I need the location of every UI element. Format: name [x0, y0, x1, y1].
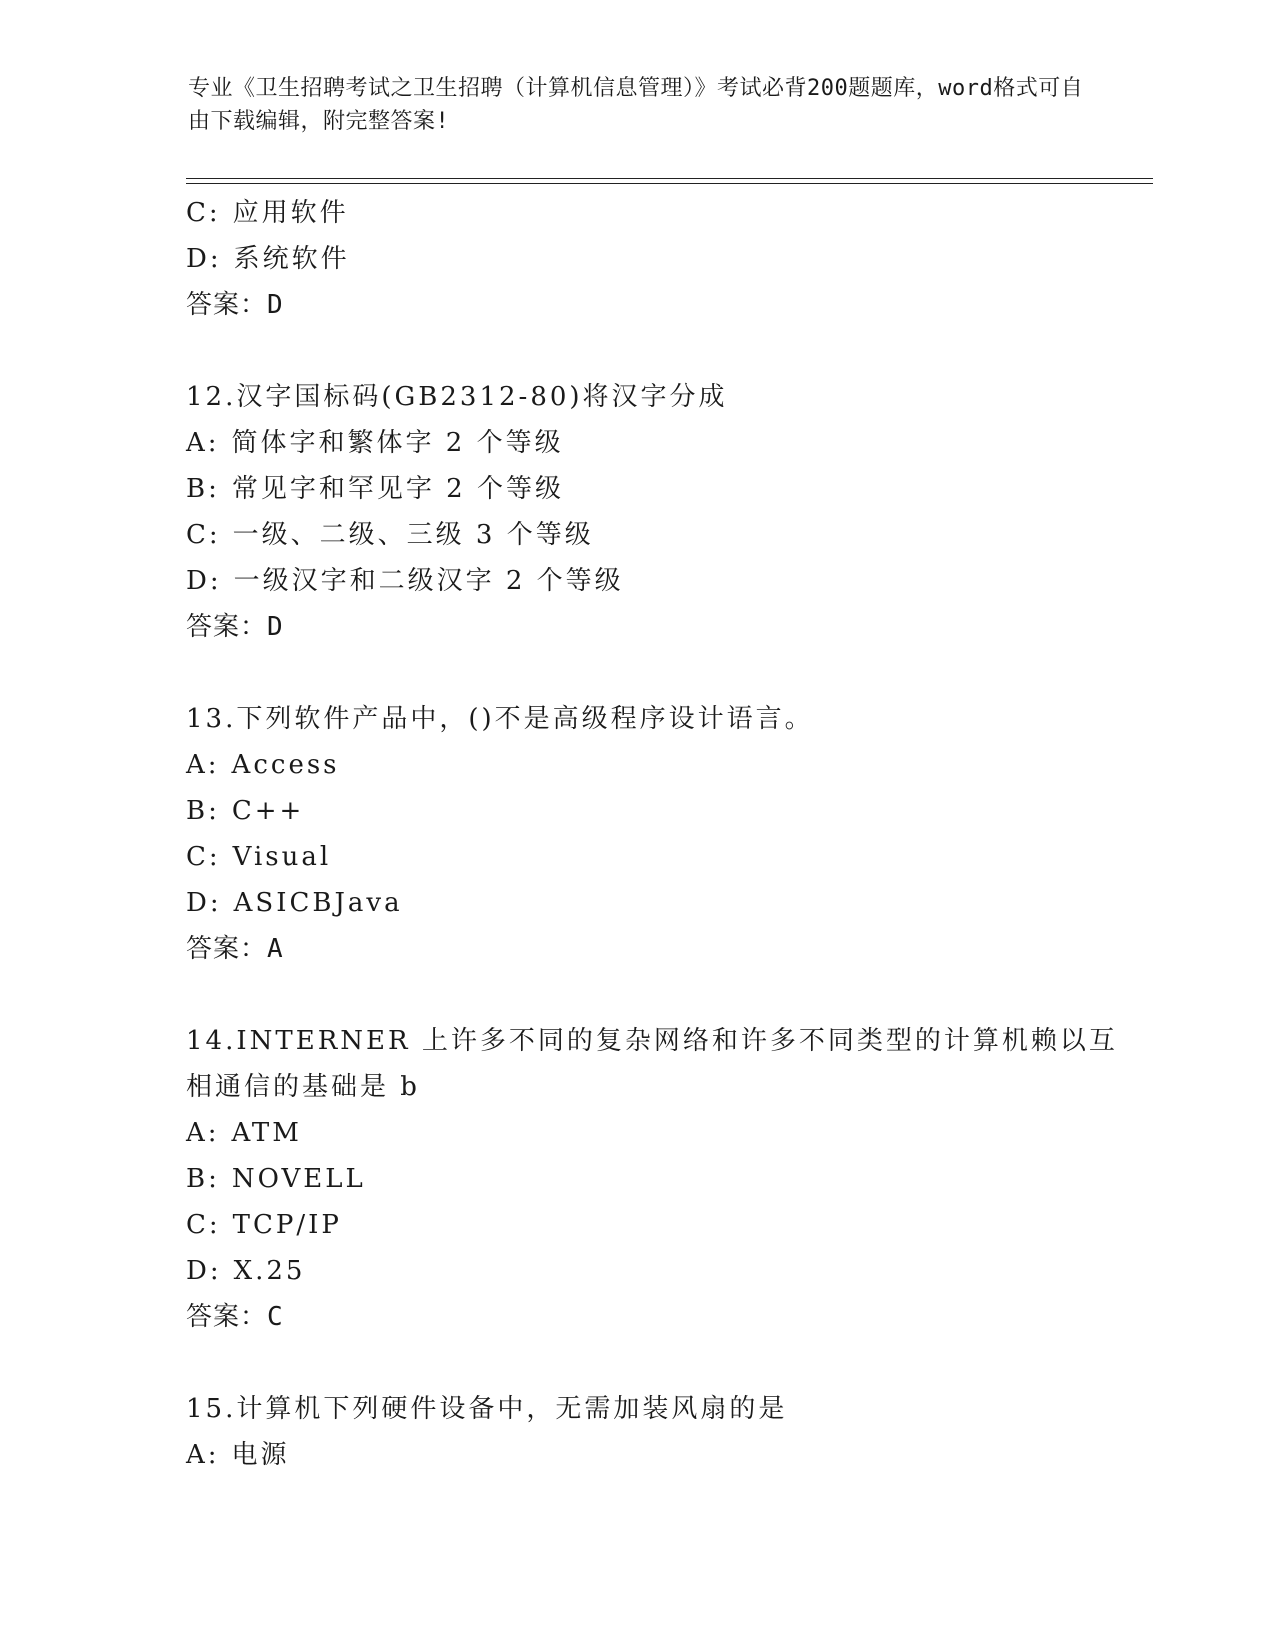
option-d: D: ASICBJava	[186, 888, 403, 918]
option-a: A: ATM	[186, 1118, 302, 1148]
answer-line: 答案：D	[186, 290, 284, 320]
option-a: A: 电源	[186, 1440, 290, 1470]
answer-line: 答案：D	[186, 612, 284, 642]
document-header: 专业《卫生招聘考试之卫生招聘（计算机信息管理）》考试必背200题题库，word格式可自由下载编辑，附完整答案!	[188, 76, 1084, 134]
header-divider-bottom	[186, 183, 1153, 184]
question-stem: 12.汉字国标码(GB2312-80)将汉字分成	[186, 382, 728, 412]
option-b: B: 常见字和罕见字 2 个等级	[186, 474, 564, 504]
answer-line: 答案：C	[186, 1302, 284, 1332]
option-b: B: C++	[186, 796, 305, 826]
option-c: C: 一级、二级、三级 3 个等级	[186, 520, 594, 550]
option-d: D: 系统软件	[186, 244, 350, 274]
question-list	[186, 190, 1146, 1478]
answer-line: 答案：A	[186, 934, 284, 964]
header-divider-top	[186, 178, 1153, 179]
question-stem: 13.下列软件产品中，()不是高级程序设计语言。	[186, 704, 814, 734]
option-a: A: 简体字和繁体字 2 个等级	[186, 428, 564, 458]
option-c: C: TCP/IP	[186, 1210, 342, 1240]
option-d: D: 一级汉字和二级汉字 2 个等级	[186, 566, 624, 596]
option-b: B: NOVELL	[186, 1164, 366, 1194]
option-d: D: X.25	[186, 1256, 306, 1286]
option-c: C: Visual	[186, 842, 332, 872]
question-stem: 15.计算机下列硬件设备中，无需加装风扇的是	[186, 1394, 788, 1424]
option-a: A: Access	[186, 750, 340, 780]
question-stem: 14.INTERNER 上许多不同的复杂网络和许多不同类型的计算机赖以互相通信的基础是 b	[186, 1026, 1118, 1102]
option-c: C: 应用软件	[186, 198, 349, 228]
